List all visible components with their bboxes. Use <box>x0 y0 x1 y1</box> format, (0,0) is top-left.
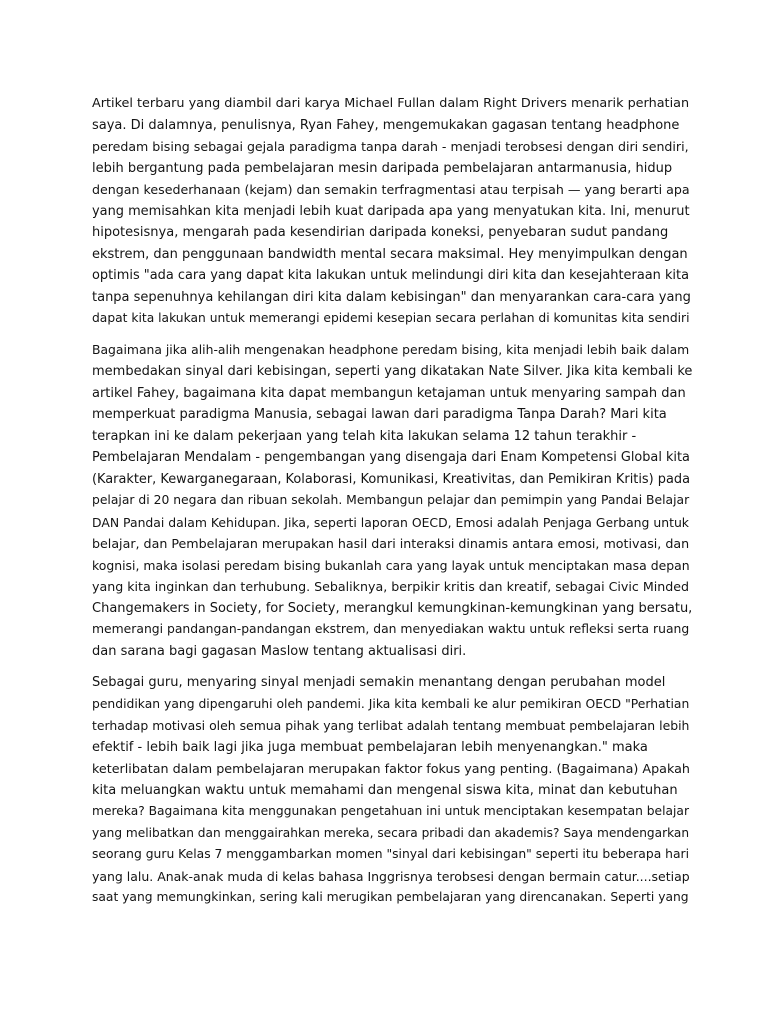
text-line: DAN Pandai dalam Kehidupan. Jika, seperti laporan OECD, Emosi adalah Penjaga Gerbang untuk <box>92 514 689 530</box>
text-line: seorang guru Kelas 7 menggambarkan momen "sinyal dari kebisingan" seperti itu beberapa hari <box>92 847 690 861</box>
document-body <box>92 93 692 919</box>
text-line: terhadap motivasi oleh semua pihak yang terlibat adalah tentang membuat pembelajaran lebih <box>92 718 690 733</box>
text-line: pelajar di 20 negara dan ribuan sekolah. Membangun pelajar dan pemimpin yang Pandai Belajar <box>92 493 690 507</box>
text-line: yang kita inginkan dan terhubung. Sebaliknya, berpikir kritis dan kreatif, sebagai Civic Minded <box>92 579 690 594</box>
text-line: (Karakter, Kewarganegaraan, Kolaborasi, Komunikasi, Kreativitas, dan Pemikiran Kritis) pada <box>92 471 690 487</box>
paragraph-1 <box>92 93 692 330</box>
text-line: mereka? Bagaimana kita menggunakan pengetahuan ini untuk menciptakan kesempatan belajar <box>92 804 689 818</box>
text-line: efektif - lebih baik lagi jika juga membuat pembelajaran lebih menyenangkan." maka <box>92 739 648 755</box>
text-line: pendidikan yang dipengaruhi oleh pandemi. Jika kita kembali ke alur pemikiran OECD "Perhatian <box>92 696 690 711</box>
text-line: dan sarana bagi gagasan Maslow tentang aktualisasi diri. <box>92 643 467 659</box>
text-line: hipotesisnya, mengarah pada kesendirian daripada koneksi, penyebaran sudut pandang <box>92 225 669 240</box>
text-line: terapkan ini ke dalam pekerjaan yang telah kita lakukan selama 12 tahun terakhir - <box>92 428 637 444</box>
text-line: keterlibatan dalam pembelajaran merupakan faktor fokus yang penting. (Bagaimana) Apakah <box>92 761 690 776</box>
text-line: yang melibatkan dan menggairahkan mereka, secara pribadi dan akademis? Saya mendengarkan <box>92 825 690 840</box>
text-line: Bagaimana jika alih-alih mengenakan headphone peredam bising, kita menjadi lebih baik dalam <box>92 342 690 357</box>
text-line: dapat kita lakukan untuk memerangi epidemi kesepian secara perlahan di komunitas kita sendiri <box>92 311 690 325</box>
text-line: Pembelajaran Mendalam - pengembangan yang disengaja dari Enam Kompetensi Global kita <box>92 450 690 465</box>
text-line: saya. Di dalamnya, penulisnya, Ryan Fahey, mengemukakan gagasan tentang headphone <box>92 117 680 133</box>
text-line: Artikel terbaru yang diambil dari karya Michael Fullan dalam Right Drivers menarik perhatian <box>92 96 690 111</box>
paragraph-3 <box>92 672 692 909</box>
text-line: kita meluangkan waktu untuk memahami dan mengenal siswa kita, minat dan kebutuhan <box>92 782 678 798</box>
text-line: optimis "ada cara yang dapat kita lakukan untuk melindungi diri kita dan kesejahteraan kita <box>92 268 690 283</box>
text-line: tanpa sepenuhnya kehilangan diri kita dalam kebisingan" dan menyarankan cara-cara yang <box>92 289 691 305</box>
text-line: artikel Fahey, bagaimana kita dapat membangun ketajaman untuk menyaring sampah dan <box>92 385 686 401</box>
text-line: peredam bising sebagai gejala paradigma tanpa darah - menjadi terobsesi dengan diri sendiri, <box>92 139 689 154</box>
text-line: belajar, dan Pembelajaran merupakan hasil dari interaksi dinamis antara emosi, motivasi, dan <box>92 536 690 551</box>
text-line: kognisi, maka isolasi peredam bising bukanlah cara yang layak untuk menciptakan masa depan <box>92 557 690 573</box>
text-line: saat yang memungkinkan, sering kali merugikan pembelajaran yang direncanakan. Seperti yang <box>92 890 689 904</box>
text-line: yang memisahkan kita menjadi lebih kuat daripada apa yang menyatukan kita. Ini, menurut <box>92 203 690 219</box>
text-line: Sebagai guru, menyaring sinyal menjadi semakin menantang dengan perubahan model <box>92 675 666 690</box>
text-line: memerangi pandangan-pandangan ekstrem, dan menyediakan waktu untuk refleksi serta ruang <box>92 622 690 636</box>
text-line: dengan kesederhanaan (kejam) dan semakin terfragmentasi atau terpisah — yang berarti apa <box>92 182 690 197</box>
text-line: Changemakers in Society, for Society, merangkul kemungkinan-kemungkinan yang bersatu, <box>92 600 693 616</box>
text-line: memperkuat paradigma Manusia, sebagai lawan dari paradigma Tanpa Darah? Mari kita <box>92 407 667 422</box>
text-line: ekstrem, dan penggunaan bandwidth mental secara maksimal. Hey menyimpulkan dengan <box>92 246 688 262</box>
text-line: yang lalu. Anak-anak muda di kelas bahasa Inggrisnya terobsesi dengan bermain catur....setiap <box>92 868 690 884</box>
text-line: membedakan sinyal dari kebisingan, seperti yang dikatakan Nate Silver. Jika kita kembali ke <box>92 364 693 379</box>
text-line: lebih bergantung pada pembelajaran mesin daripada pembelajaran antarmanusia, hidup <box>92 160 673 176</box>
paragraph-2 <box>92 340 692 663</box>
